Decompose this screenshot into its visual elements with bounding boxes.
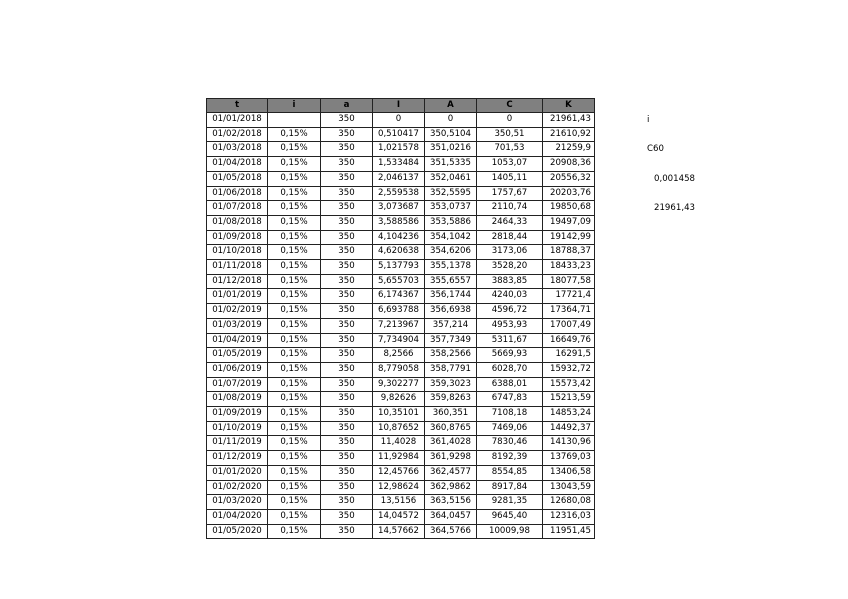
cell-annuity: 357,214 <box>425 318 477 333</box>
table-row <box>207 333 595 348</box>
cell-cumulative: 4596,72 <box>477 304 543 319</box>
cell-payment: 350 <box>321 465 373 480</box>
column-header-rate: i <box>268 99 321 113</box>
cell-balance: 21259,9 <box>543 142 595 157</box>
cell-rate: 0,15% <box>268 524 321 539</box>
cell-interest: 1,533484 <box>373 157 425 172</box>
column-header-annuity: A <box>425 99 477 113</box>
cell-rate: 0,15% <box>268 230 321 245</box>
cell-cumulative: 1757,67 <box>477 186 543 201</box>
cell-payment: 350 <box>321 186 373 201</box>
cell-cumulative: 2110,74 <box>477 201 543 216</box>
cell-annuity: 361,4028 <box>425 436 477 451</box>
cell-payment: 350 <box>321 333 373 348</box>
cell-annuity: 362,9862 <box>425 480 477 495</box>
table-row <box>207 421 595 436</box>
cell-interest: 6,174367 <box>373 289 425 304</box>
cell-cumulative: 5669,93 <box>477 348 543 363</box>
table-row <box>207 245 595 260</box>
cell-date: 01/04/2019 <box>207 333 268 348</box>
cell-rate: 0,15% <box>268 289 321 304</box>
cell-cumulative: 701,53 <box>477 142 543 157</box>
cell-payment: 350 <box>321 274 373 289</box>
cell-annuity: 351,5335 <box>425 157 477 172</box>
cell-interest: 3,073687 <box>373 201 425 216</box>
cell-payment: 350 <box>321 304 373 319</box>
cell-interest: 1,021578 <box>373 142 425 157</box>
cell-date: 01/01/2020 <box>207 465 268 480</box>
table-row <box>207 377 595 392</box>
cell-date: 01/05/2018 <box>207 171 268 186</box>
cell-rate: 0,15% <box>268 171 321 186</box>
cell-interest: 6,693788 <box>373 304 425 319</box>
cell-payment: 350 <box>321 171 373 186</box>
cell-payment: 350 <box>321 215 373 230</box>
table-row <box>207 480 595 495</box>
amortization-table <box>206 98 595 539</box>
cell-annuity: 358,7791 <box>425 362 477 377</box>
table-row <box>207 186 595 201</box>
cell-payment: 350 <box>321 436 373 451</box>
cell-balance: 18433,23 <box>543 260 595 275</box>
cell-rate: 0,15% <box>268 274 321 289</box>
table-row <box>207 318 595 333</box>
cell-annuity: 352,0461 <box>425 171 477 186</box>
cell-interest: 12,45766 <box>373 465 425 480</box>
cell-cumulative: 9645,40 <box>477 509 543 524</box>
side-label-i: i <box>647 115 650 125</box>
cell-rate: 0,15% <box>268 245 321 260</box>
cell-interest: 8,779058 <box>373 362 425 377</box>
table-row <box>207 362 595 377</box>
cell-payment: 350 <box>321 142 373 157</box>
cell-annuity: 354,6206 <box>425 245 477 260</box>
cell-interest: 13,5156 <box>373 495 425 510</box>
cell-annuity: 351,0216 <box>425 142 477 157</box>
cell-payment: 350 <box>321 245 373 260</box>
cell-payment: 350 <box>321 377 373 392</box>
cell-balance: 14492,37 <box>543 421 595 436</box>
cell-balance: 12316,03 <box>543 509 595 524</box>
cell-payment: 350 <box>321 524 373 539</box>
cell-date: 01/03/2020 <box>207 495 268 510</box>
cell-date: 01/08/2018 <box>207 215 268 230</box>
cell-rate: 0,15% <box>268 465 321 480</box>
cell-interest: 10,35101 <box>373 407 425 422</box>
cell-cumulative: 9281,35 <box>477 495 543 510</box>
cell-date: 01/05/2020 <box>207 524 268 539</box>
cell-balance: 20908,36 <box>543 157 595 172</box>
table-row <box>207 304 595 319</box>
cell-balance: 19497,09 <box>543 215 595 230</box>
cell-interest: 12,98624 <box>373 480 425 495</box>
cell-date: 01/01/2019 <box>207 289 268 304</box>
cell-date: 01/12/2018 <box>207 274 268 289</box>
cell-interest: 14,04572 <box>373 509 425 524</box>
cell-date: 01/11/2018 <box>207 260 268 275</box>
cell-date: 01/10/2018 <box>207 245 268 260</box>
table-row <box>207 274 595 289</box>
cell-cumulative: 0 <box>477 113 543 128</box>
cell-date: 01/04/2018 <box>207 157 268 172</box>
cell-interest: 2,559538 <box>373 186 425 201</box>
cell-balance: 17721,4 <box>543 289 595 304</box>
side-value-k0: 21961,43 <box>654 203 696 213</box>
cell-payment: 350 <box>321 348 373 363</box>
cell-date: 01/03/2018 <box>207 142 268 157</box>
cell-payment: 350 <box>321 157 373 172</box>
cell-interest: 14,57662 <box>373 524 425 539</box>
cell-rate: 0,15% <box>268 348 321 363</box>
cell-date: 01/08/2019 <box>207 392 268 407</box>
cell-rate: 0,15% <box>268 362 321 377</box>
cell-interest: 2,046137 <box>373 171 425 186</box>
column-header-payment: a <box>321 99 373 113</box>
column-header-interest: I <box>373 99 425 113</box>
cell-cumulative: 10009,98 <box>477 524 543 539</box>
cell-balance: 17364,71 <box>543 304 595 319</box>
cell-rate: 0,15% <box>268 421 321 436</box>
cell-date: 01/06/2019 <box>207 362 268 377</box>
cell-interest: 4,104236 <box>373 230 425 245</box>
cell-annuity: 360,8765 <box>425 421 477 436</box>
cell-rate: 0,15% <box>268 509 321 524</box>
cell-cumulative: 8192,39 <box>477 451 543 466</box>
cell-cumulative: 3528,20 <box>477 260 543 275</box>
cell-balance: 15213,59 <box>543 392 595 407</box>
cell-cumulative: 4240,03 <box>477 289 543 304</box>
cell-balance: 20556,32 <box>543 171 595 186</box>
cell-balance: 21610,92 <box>543 127 595 142</box>
cell-payment: 350 <box>321 113 373 128</box>
table-row <box>207 171 595 186</box>
cell-interest: 7,734904 <box>373 333 425 348</box>
cell-interest: 9,82626 <box>373 392 425 407</box>
cell-cumulative: 8917,84 <box>477 480 543 495</box>
table-row <box>207 201 595 216</box>
cell-rate: 0,15% <box>268 377 321 392</box>
cell-cumulative: 4953,93 <box>477 318 543 333</box>
table-row <box>207 260 595 275</box>
cell-annuity: 359,8263 <box>425 392 477 407</box>
cell-rate: 0,15% <box>268 201 321 216</box>
cell-balance: 17007,49 <box>543 318 595 333</box>
cell-balance: 19850,68 <box>543 201 595 216</box>
cell-rate: 0,15% <box>268 407 321 422</box>
cell-annuity: 353,5886 <box>425 215 477 230</box>
cell-annuity: 353,0737 <box>425 201 477 216</box>
table-row <box>207 215 595 230</box>
column-header-date: t <box>207 99 268 113</box>
table-row <box>207 348 595 363</box>
cell-annuity: 350,5104 <box>425 127 477 142</box>
cell-rate <box>268 113 321 128</box>
cell-payment: 350 <box>321 230 373 245</box>
cell-cumulative: 7469,06 <box>477 421 543 436</box>
table-row <box>207 524 595 539</box>
cell-balance: 15573,42 <box>543 377 595 392</box>
cell-rate: 0,15% <box>268 142 321 157</box>
header-row <box>207 99 595 113</box>
table-row <box>207 142 595 157</box>
cell-balance: 12680,08 <box>543 495 595 510</box>
cell-date: 01/01/2018 <box>207 113 268 128</box>
cell-date: 01/06/2018 <box>207 186 268 201</box>
cell-rate: 0,15% <box>268 480 321 495</box>
cell-date: 01/09/2018 <box>207 230 268 245</box>
cell-annuity: 355,1378 <box>425 260 477 275</box>
cell-cumulative: 1053,07 <box>477 157 543 172</box>
cell-cumulative: 6028,70 <box>477 362 543 377</box>
cell-rate: 0,15% <box>268 495 321 510</box>
table-row <box>207 127 595 142</box>
cell-date: 01/02/2019 <box>207 304 268 319</box>
cell-cumulative: 7108,18 <box>477 407 543 422</box>
cell-balance: 19142,99 <box>543 230 595 245</box>
cell-cumulative: 3883,85 <box>477 274 543 289</box>
cell-cumulative: 3173,06 <box>477 245 543 260</box>
cell-annuity: 364,5766 <box>425 524 477 539</box>
cell-rate: 0,15% <box>268 260 321 275</box>
cell-payment: 350 <box>321 289 373 304</box>
cell-balance: 18077,58 <box>543 274 595 289</box>
cell-interest: 11,4028 <box>373 436 425 451</box>
cell-interest: 5,137793 <box>373 260 425 275</box>
cell-rate: 0,15% <box>268 186 321 201</box>
table-body <box>207 113 595 539</box>
cell-cumulative: 2464,33 <box>477 215 543 230</box>
cell-payment: 350 <box>321 480 373 495</box>
cell-cumulative: 5311,67 <box>477 333 543 348</box>
cell-cumulative: 7830,46 <box>477 436 543 451</box>
cell-cumulative: 2818,44 <box>477 230 543 245</box>
cell-date: 01/11/2019 <box>207 436 268 451</box>
cell-date: 01/07/2019 <box>207 377 268 392</box>
cell-interest: 0,510417 <box>373 127 425 142</box>
cell-annuity: 364,0457 <box>425 509 477 524</box>
table-row <box>207 392 595 407</box>
column-header-cumulative: C <box>477 99 543 113</box>
cell-date: 01/02/2018 <box>207 127 268 142</box>
cell-cumulative: 6747,83 <box>477 392 543 407</box>
cell-date: 01/10/2019 <box>207 421 268 436</box>
cell-interest: 8,2566 <box>373 348 425 363</box>
cell-date: 01/03/2019 <box>207 318 268 333</box>
table-row <box>207 289 595 304</box>
table-row <box>207 113 595 128</box>
cell-rate: 0,15% <box>268 451 321 466</box>
cell-annuity: 359,3023 <box>425 377 477 392</box>
cell-rate: 0,15% <box>268 215 321 230</box>
cell-annuity: 357,7349 <box>425 333 477 348</box>
cell-rate: 0,15% <box>268 436 321 451</box>
cell-date: 01/02/2020 <box>207 480 268 495</box>
cell-balance: 16291,5 <box>543 348 595 363</box>
cell-balance: 14130,96 <box>543 436 595 451</box>
table-row <box>207 436 595 451</box>
cell-balance: 21961,43 <box>543 113 595 128</box>
cell-balance: 14853,24 <box>543 407 595 422</box>
cell-interest: 11,92984 <box>373 451 425 466</box>
cell-interest: 5,655703 <box>373 274 425 289</box>
cell-date: 01/09/2019 <box>207 407 268 422</box>
cell-balance: 15932,72 <box>543 362 595 377</box>
cell-annuity: 356,6938 <box>425 304 477 319</box>
cell-balance: 13406,58 <box>543 465 595 480</box>
cell-payment: 350 <box>321 260 373 275</box>
cell-annuity: 360,351 <box>425 407 477 422</box>
cell-cumulative: 350,51 <box>477 127 543 142</box>
column-header-balance: K <box>543 99 595 113</box>
cell-payment: 350 <box>321 495 373 510</box>
cell-cumulative: 6388,01 <box>477 377 543 392</box>
cell-interest: 7,213967 <box>373 318 425 333</box>
cell-rate: 0,15% <box>268 392 321 407</box>
cell-date: 01/04/2020 <box>207 509 268 524</box>
cell-rate: 0,15% <box>268 157 321 172</box>
cell-date: 01/05/2019 <box>207 348 268 363</box>
cell-payment: 350 <box>321 509 373 524</box>
cell-annuity: 363,5156 <box>425 495 477 510</box>
table-row <box>207 407 595 422</box>
cell-balance: 11951,45 <box>543 524 595 539</box>
table-row <box>207 509 595 524</box>
side-label-c60: C60 <box>647 144 664 154</box>
cell-balance: 13043,59 <box>543 480 595 495</box>
table-row <box>207 495 595 510</box>
cell-payment: 350 <box>321 362 373 377</box>
cell-date: 01/07/2018 <box>207 201 268 216</box>
cell-date: 01/12/2019 <box>207 451 268 466</box>
cell-interest: 0 <box>373 113 425 128</box>
side-value-rate: 0,001458 <box>654 174 696 184</box>
cell-interest: 10,87652 <box>373 421 425 436</box>
cell-cumulative: 8554,85 <box>477 465 543 480</box>
cell-payment: 350 <box>321 451 373 466</box>
cell-balance: 16649,76 <box>543 333 595 348</box>
cell-annuity: 0 <box>425 113 477 128</box>
cell-rate: 0,15% <box>268 304 321 319</box>
cell-interest: 4,620638 <box>373 245 425 260</box>
cell-balance: 20203,76 <box>543 186 595 201</box>
cell-balance: 13769,03 <box>543 451 595 466</box>
cell-rate: 0,15% <box>268 333 321 348</box>
cell-payment: 350 <box>321 127 373 142</box>
cell-interest: 3,588586 <box>373 215 425 230</box>
cell-payment: 350 <box>321 421 373 436</box>
table-row <box>207 157 595 172</box>
cell-payment: 350 <box>321 407 373 422</box>
table-row <box>207 451 595 466</box>
cell-annuity: 361,9298 <box>425 451 477 466</box>
cell-payment: 350 <box>321 318 373 333</box>
cell-annuity: 352,5595 <box>425 186 477 201</box>
cell-interest: 9,302277 <box>373 377 425 392</box>
cell-cumulative: 1405,11 <box>477 171 543 186</box>
cell-annuity: 358,2566 <box>425 348 477 363</box>
cell-annuity: 356,1744 <box>425 289 477 304</box>
table-row <box>207 230 595 245</box>
cell-payment: 350 <box>321 201 373 216</box>
cell-balance: 18788,37 <box>543 245 595 260</box>
table-row <box>207 465 595 480</box>
cell-annuity: 355,6557 <box>425 274 477 289</box>
cell-annuity: 362,4577 <box>425 465 477 480</box>
cell-rate: 0,15% <box>268 318 321 333</box>
cell-payment: 350 <box>321 392 373 407</box>
cell-annuity: 354,1042 <box>425 230 477 245</box>
cell-rate: 0,15% <box>268 127 321 142</box>
